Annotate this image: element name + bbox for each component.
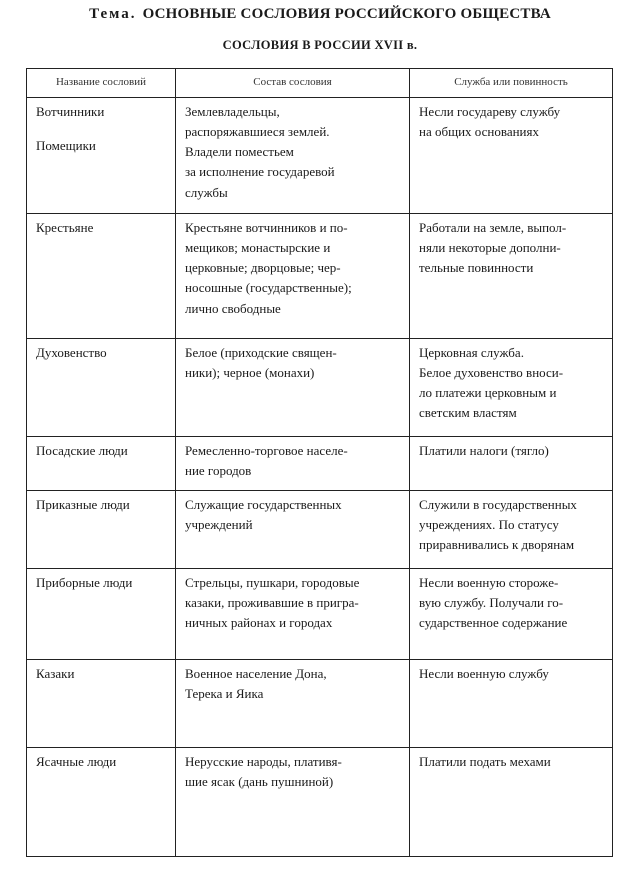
estate-name-cell bbox=[27, 660, 176, 748]
text-line: за исполнение государевой bbox=[185, 164, 335, 180]
text-line: службы bbox=[185, 184, 228, 200]
composition-cell bbox=[176, 339, 410, 437]
estate-name-cell bbox=[27, 569, 176, 660]
estate-name-cell bbox=[27, 437, 176, 491]
estate-name-cell bbox=[27, 339, 176, 437]
text-line: Терека и Яика bbox=[185, 686, 264, 702]
text-line: учреждений bbox=[185, 517, 253, 533]
document-title bbox=[0, 6, 640, 23]
composition-cell bbox=[176, 98, 410, 214]
text-line: Белое духовенство вноси- bbox=[419, 365, 564, 381]
text-line: приравнивались к дворянам bbox=[419, 537, 575, 553]
text-line: Платили подать мехами bbox=[419, 754, 551, 769]
estate-name: Ясачные люди bbox=[36, 754, 117, 769]
table-row bbox=[27, 98, 613, 214]
estate-name-cell bbox=[27, 214, 176, 339]
composition-cell bbox=[176, 491, 410, 569]
estate-name-cell bbox=[27, 748, 176, 857]
composition-cell bbox=[176, 660, 410, 748]
text-line: учреждениях. По статусу bbox=[419, 517, 559, 533]
text-line: Платили налоги (тягло) bbox=[419, 443, 549, 458]
estate-name: Приказные люди bbox=[36, 497, 130, 512]
text-line: шие ясак (дань пушниной) bbox=[185, 774, 334, 790]
composition-cell bbox=[176, 214, 410, 339]
duty-cell bbox=[410, 437, 613, 491]
table-caption: СОСЛОВИЯ В РОССИИ XVII в. bbox=[222, 38, 418, 52]
estate-name: Помещики bbox=[36, 138, 96, 154]
estate-name: Посадские люди bbox=[36, 443, 128, 458]
duty-cell bbox=[410, 569, 613, 660]
text-line: Несли военную службу bbox=[419, 666, 549, 681]
text-line: вую службу. Получали го- bbox=[419, 595, 564, 611]
estate-name: Вотчинники bbox=[36, 104, 105, 119]
table-row bbox=[27, 660, 613, 748]
text-line: лично свободные bbox=[185, 300, 281, 316]
text-line: ние городов bbox=[185, 463, 252, 479]
text-line: светским властям bbox=[419, 405, 517, 421]
text-line: ники); черное (монахи) bbox=[185, 365, 315, 381]
text-line: Церковная служба. bbox=[419, 345, 524, 360]
text-line: Работали на земле, выпол- bbox=[419, 220, 567, 235]
text-line: ничных районах и городах bbox=[185, 615, 333, 631]
text-line: сударственное содержание bbox=[419, 615, 568, 631]
title-prefix: Тема. bbox=[89, 6, 137, 22]
estates-table bbox=[26, 68, 613, 857]
estate-name-cell bbox=[27, 491, 176, 569]
composition-cell bbox=[176, 569, 410, 660]
text-line: Ремесленно-торговое населе- bbox=[185, 443, 348, 458]
text-line: Несли военную сторожe- bbox=[419, 575, 559, 590]
text-line: тельные повинности bbox=[419, 260, 534, 276]
text-line: Владели поместьем bbox=[185, 144, 294, 160]
text-line: ло платежи церковным и bbox=[419, 385, 557, 401]
text-line: Белое (приходские священ- bbox=[185, 345, 337, 360]
estate-name: Приборные люди bbox=[36, 575, 133, 590]
text-line: казаки, проживавшие в пригра- bbox=[185, 595, 359, 611]
text-line: Нерусские народы, плативя- bbox=[185, 754, 342, 769]
header-composition: Состав сословия bbox=[176, 69, 410, 98]
header-duty: Служба или повинность bbox=[410, 69, 613, 98]
text-line: мещиков; монастырские и bbox=[185, 240, 331, 256]
text-line: Военное население Дона, bbox=[185, 666, 327, 681]
text-line: на общих основаниях bbox=[419, 124, 539, 140]
composition-cell bbox=[176, 437, 410, 491]
duty-cell bbox=[410, 339, 613, 437]
text-line: распоряжавшиеся землей. bbox=[185, 124, 330, 140]
table-row bbox=[27, 748, 613, 857]
duty-cell bbox=[410, 748, 613, 857]
duty-cell bbox=[410, 491, 613, 569]
estate-name-cell bbox=[27, 98, 176, 214]
composition-cell bbox=[176, 748, 410, 857]
text-line: церковные; дворцовые; чер- bbox=[185, 260, 341, 276]
text-line: Стрельцы, пушкари, городовые bbox=[185, 575, 360, 590]
text-line: Землевладельцы, bbox=[185, 104, 280, 119]
duty-cell bbox=[410, 660, 613, 748]
duty-cell bbox=[410, 98, 613, 214]
text-line: няли некоторые дополни- bbox=[419, 240, 561, 256]
text-line: Служащие государственных bbox=[185, 497, 342, 512]
table-row bbox=[27, 437, 613, 491]
header-row bbox=[27, 69, 613, 98]
text-line: Крестьяне вотчинников и по- bbox=[185, 220, 348, 235]
estate-name: Крестьяне bbox=[36, 220, 94, 235]
text-line: Служили в государственных bbox=[419, 497, 577, 512]
duty-cell bbox=[410, 214, 613, 339]
table-row bbox=[27, 339, 613, 437]
estate-name: Духовенство bbox=[36, 345, 107, 360]
text-line: носошные (государственные); bbox=[185, 280, 352, 296]
table-row bbox=[27, 214, 613, 339]
text-line: Несли государеву службу bbox=[419, 104, 561, 119]
title-main: ОСНОВНЫЕ СОСЛОВИЯ РОССИЙСКОГО ОБЩЕСТВА bbox=[142, 6, 551, 22]
header-estate-name: Название сословий bbox=[27, 69, 176, 98]
estate-name: Казаки bbox=[36, 666, 75, 681]
table-row bbox=[27, 491, 613, 569]
table-row bbox=[27, 569, 613, 660]
